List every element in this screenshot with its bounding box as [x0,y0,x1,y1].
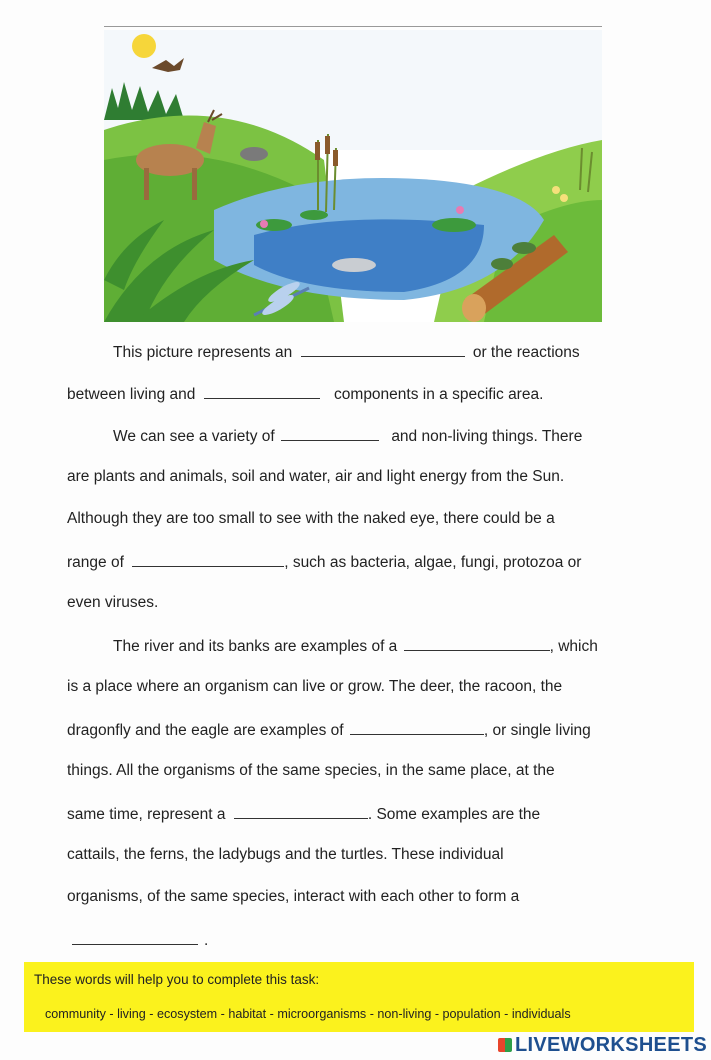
text-line: cattails, the ferns, the ladybugs and the turtles. These individual [67,846,504,863]
text-line: organisms, of the same species, interact with each other to form a [67,888,520,905]
fish-icon [332,258,376,272]
text-segment: same time, represent a [67,806,226,823]
text-line: is a place where an organism can live or grow. The deer, the racoon, the [67,678,563,695]
word-bank-title: These words will help you to complete this task: [34,972,320,987]
text-segment: range of [67,554,124,571]
word-bank-words: community - living - ecosystem - habitat - microorganisms - non-living - population - individuals [45,1007,571,1021]
answer-blank-6[interactable] [350,720,484,735]
brand-logo [498,1034,707,1057]
text-segment: We can see a variety of [113,428,275,445]
text-segment: . Some examples are the [367,806,541,823]
text-line [67,720,591,740]
word-bank [24,962,694,1032]
brand-name: LIVEWORKSHEETS [515,1034,707,1056]
text-segment: between living and [67,386,196,403]
pond-ecosystem-illustration [104,30,602,322]
text-line: are plants and animals, soil and water, air and light energy from the Sun. [67,468,565,485]
text-line: even viruses. [67,594,159,611]
text-line [67,384,543,404]
text-segment: , which [549,638,598,655]
text-segment: , or single living [483,722,591,739]
answer-blank-7[interactable] [234,804,368,819]
text-line [113,636,598,656]
sun-icon [132,34,156,58]
text-line [113,426,582,446]
text-segment: The river and its banks are examples of a [113,638,398,655]
text-line: things. All the organisms of the same species, in the same place, at the [67,762,555,779]
text-line [113,342,580,362]
text-segment: or the reactions [472,344,580,361]
answer-blank-5[interactable] [404,636,550,651]
text-segment: dragonfly and the eagle are examples of [67,722,344,739]
answer-blank-1[interactable] [301,342,465,357]
text-segment: components in a specific area. [334,386,544,403]
text-line [72,930,208,950]
answer-blank-4[interactable] [132,552,284,567]
raccoon-icon [240,147,268,161]
turtle-icon [512,242,536,254]
text-segment: , such as bacteria, algae, fungi, protozoa or [284,554,582,571]
text-segment: . [204,932,209,949]
top-rule [104,26,602,27]
text-line [67,552,581,572]
text-line [67,804,540,824]
liveworksheets-logo-icon [498,1038,512,1052]
text-segment: and non-living things. There [391,428,583,445]
text-segment: This picture represents an [113,344,293,361]
text-line: Although they are too small to see with the naked eye, there could be a [67,510,555,527]
answer-blank-8[interactable] [72,930,198,945]
answer-blank-2[interactable] [204,384,320,399]
answer-blank-3[interactable] [281,426,379,441]
